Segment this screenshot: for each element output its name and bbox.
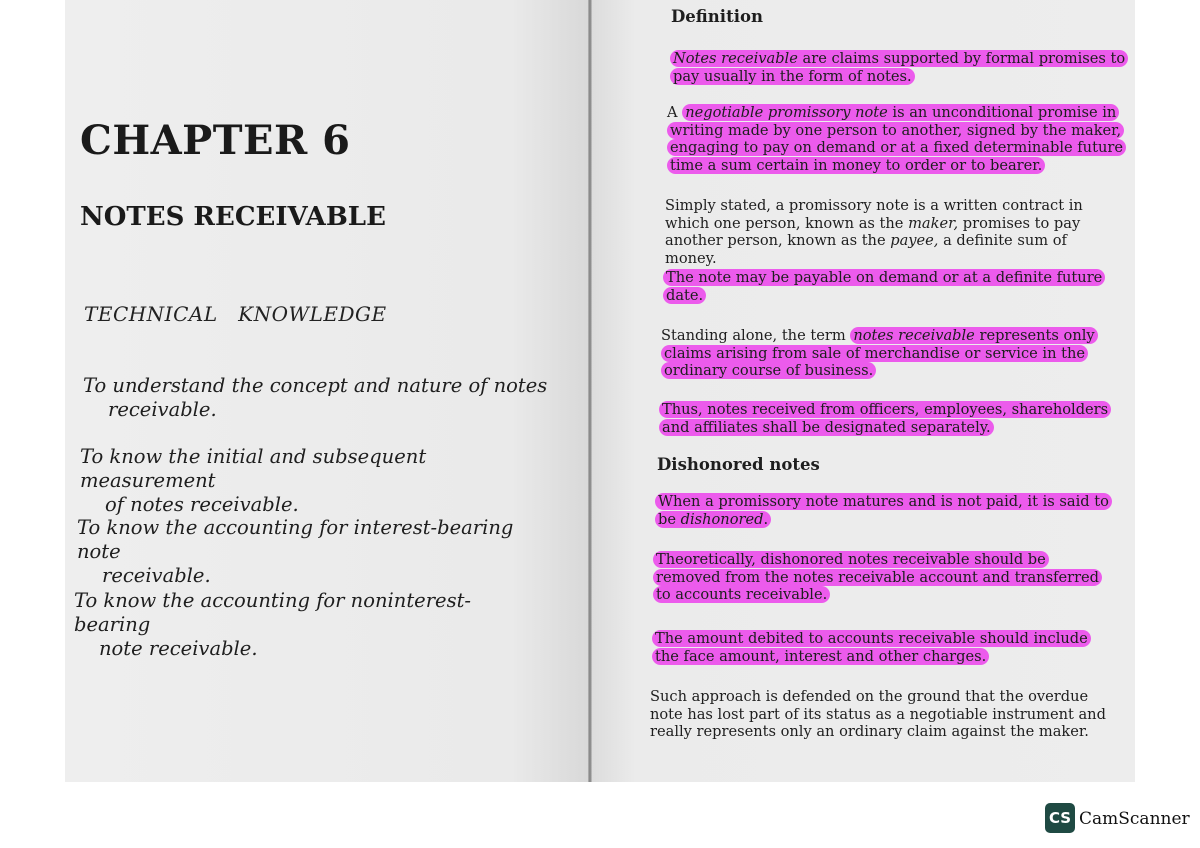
paragraph-standing-alone xyxy=(661,327,1118,380)
chapter-number: CHAPTER 6 xyxy=(80,117,351,164)
objective-line: receivable. xyxy=(102,564,211,587)
highlight: The note may be payable on demand or at a definite future date. xyxy=(663,269,1105,304)
text-span: Simply stated, a promissory note is a written contract in which one person, known as the xyxy=(665,197,1083,232)
right-page xyxy=(592,0,1135,782)
objective-line: To know the initial and subsequent measurement xyxy=(80,445,427,492)
chapter-title: NOTES RECEIVABLE xyxy=(80,202,386,232)
objective-item xyxy=(77,516,547,588)
paragraph-such-approach: Such approach is defended on the ground that the overdue note has lost part of its status as a negotiable instrument and really represents only an ordinary claim against the maker. xyxy=(650,688,1106,741)
term-dishonored: dishonored xyxy=(680,510,764,528)
text-span: represents only claims arising from sale of merchandise or service in the ordinary course of business. xyxy=(664,327,1095,380)
paragraph-promissory-note xyxy=(667,104,1124,174)
left-page xyxy=(65,0,590,782)
objective-line: To understand the concept and nature of notes xyxy=(83,374,548,397)
term-maker: maker, xyxy=(908,214,959,232)
highlight xyxy=(655,493,1112,528)
paragraph-amount-debited xyxy=(652,630,1109,665)
text-span: A xyxy=(667,104,683,121)
text-span: promises to pay another person, known as the xyxy=(665,214,1081,250)
paragraph-when xyxy=(655,493,1112,528)
section-heading: TECHNICAL KNOWLEDGE xyxy=(84,302,387,326)
scanned-book-spread xyxy=(65,0,1135,782)
paragraph-thus xyxy=(659,401,1116,436)
term-negotiable-promissory-note: negotiable promissory note xyxy=(685,104,888,121)
term-notes-receivable: Notes receivable xyxy=(673,50,798,67)
text-span: Standing alone, the term xyxy=(661,327,851,344)
objective-item xyxy=(80,445,550,517)
paragraph-theoretically xyxy=(653,551,1110,604)
highlight: The amount debited to accounts receivable should include the face amount, interest and other charges. xyxy=(652,630,1091,665)
heading-dishonored: Dishonored notes xyxy=(657,455,820,474)
text-span: When a promissory note matures and is not paid, it is said to be xyxy=(658,493,1109,528)
paragraph-simply-stated xyxy=(665,197,1122,267)
text-span: . xyxy=(763,510,769,528)
text-span: a definite sum of money. xyxy=(665,232,1067,267)
objective-line: To know the accounting for noninterest-bearing xyxy=(74,589,472,636)
highlight xyxy=(667,104,1126,174)
objective-line: To know the accounting for interest-bearing note xyxy=(77,516,514,563)
text-span: is an unconditional promise in writing made by one person to another, signed by the maker, engaging to pay on demand or at a fixed determinable future time a sum certain in money to order or to bearer. xyxy=(670,104,1123,174)
objective-line: receivable. xyxy=(108,398,217,421)
objective-item xyxy=(83,374,553,422)
text-span: are claims supported by formal promises to pay usually in the form of notes. xyxy=(673,50,1126,85)
highlight: Thus, notes received from officers, employees, shareholders and affiliates shall be designated separately. xyxy=(659,401,1111,436)
term-notes-receivable: notes receivable xyxy=(853,327,975,344)
highlight: Theoretically, dishonored notes receivable should be removed from the notes receivable account and transferred to accounts receivable. xyxy=(653,551,1102,603)
heading-definition: Definition xyxy=(671,7,763,26)
term-payee: payee, xyxy=(890,232,939,250)
objective-line: note receivable. xyxy=(99,637,258,660)
objective-line: of notes receivable. xyxy=(105,493,299,516)
highlight xyxy=(670,50,1128,85)
paragraph-notes-receivable xyxy=(670,50,1127,85)
objective-item xyxy=(74,589,544,661)
camscanner-logo-icon: CS xyxy=(1045,803,1075,833)
camscanner-watermark: CamScanner xyxy=(1079,809,1190,829)
paragraph-payable xyxy=(663,269,1120,304)
